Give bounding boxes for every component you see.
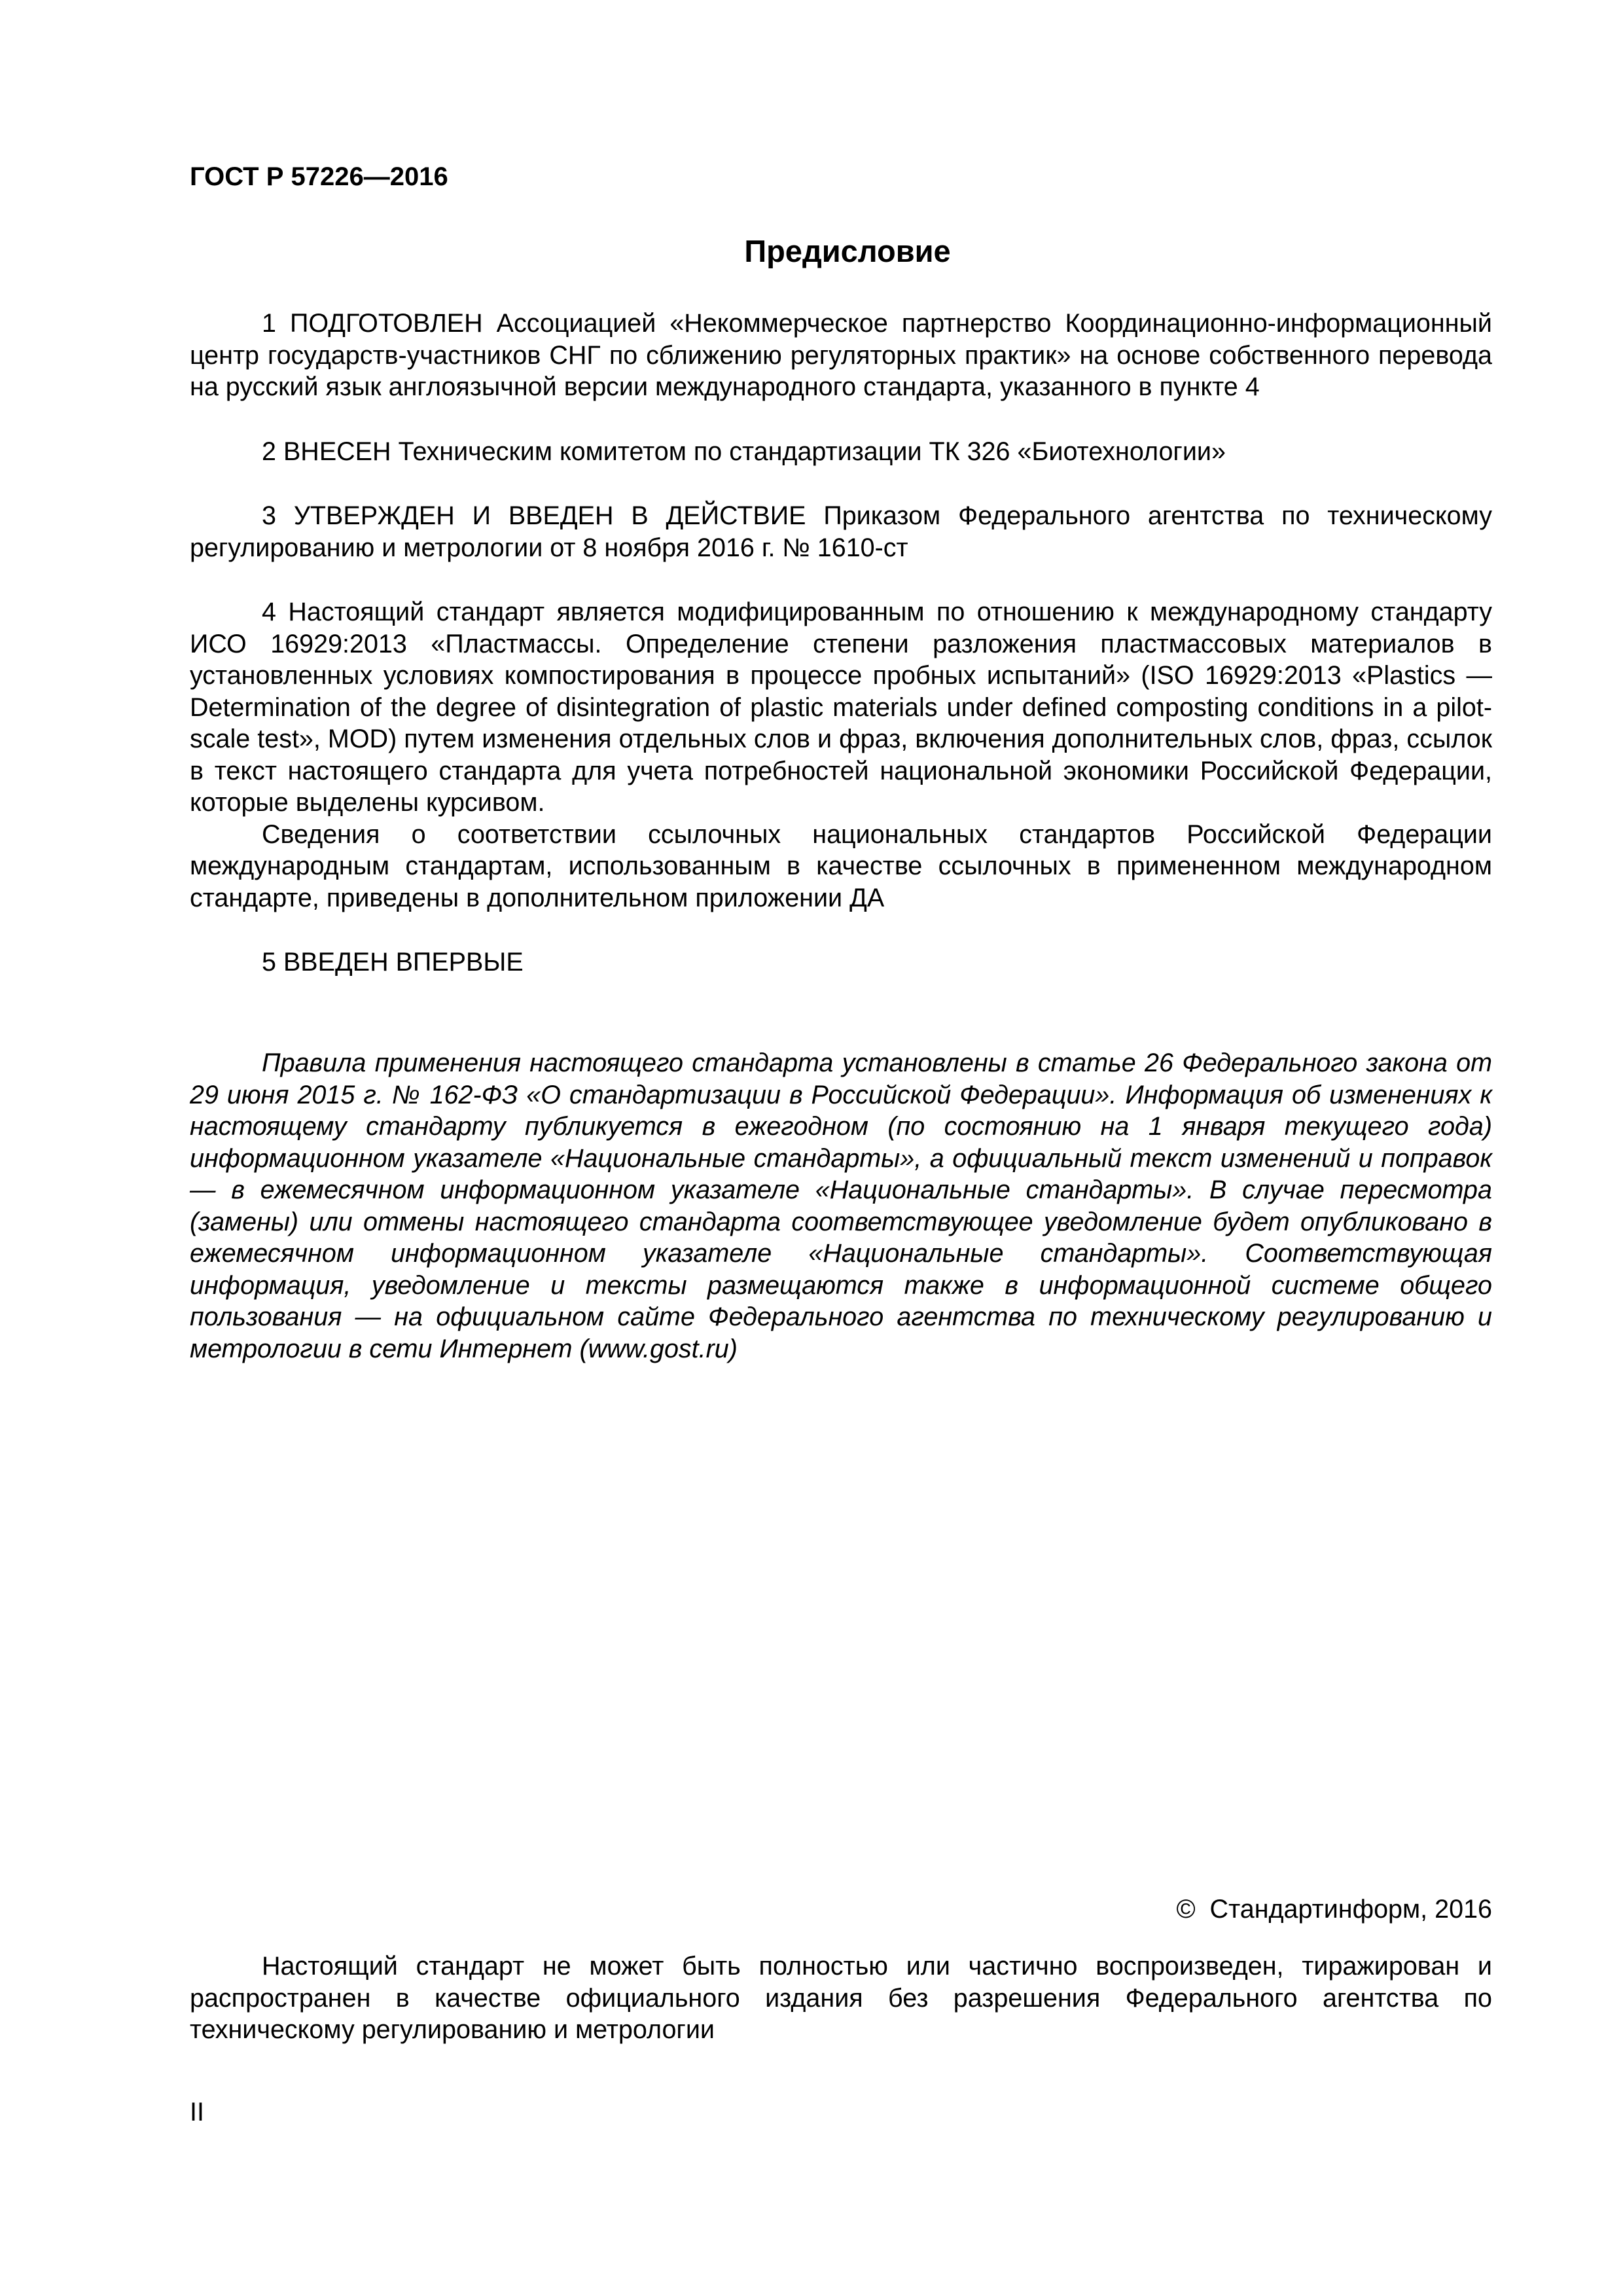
item-5-first-introduced: 5 ВВЕДЕН ВПЕРВЫЕ: [262, 948, 524, 977]
reproduction-notice: Настоящий стандарт не может быть полностью или частично воспроизведен, тиражирован и распространен в качестве официального издания без разрешения Федерального агентства по техническому регулированию и метрологии: [190, 1952, 1492, 2044]
page-title: Предисловие: [744, 234, 951, 268]
item-3-approved: 3 УТВЕРЖДЕН И ВВЕДЕН В ДЕЙСТВИЕ Приказом Федерального агентства по техническому регулированию и метрологии от 8 ноября 2016 г. № 1610-ст: [190, 501, 1492, 562]
copyright-symbol: ©: [1176, 1895, 1196, 1924]
item-1-prepared: 1 ПОДГОТОВЛЕН Ассоциацией «Некоммерческое партнерство Координационно-информационный центр государств-участников СНГ по сближению регуляторных практик» на основе собственного перевода на русский язык англоязычной версии международного стандарта, указанного в пункте 4: [190, 309, 1492, 401]
item-4-modification: 4 Настоящий стандарт является модифицированным по отношению к международному стандарту ИСО 16929:2013 «Пластмассы. Определение степени разложения пластмассовых материалов в установленных условиях компостирования в процессе пробных испытаний» (ISO 16929:2013 «Plastics — Determination of the degree of disintegration of plastic materials under defined composting conditions in a pilot-scale test», MOD) путем изменения отдельных слов и фраз, включения дополнительных слов, фраз, ссылок в текст настоящего стандарта для учета потребностей национальной экономики Российской Федерации, которые выделены курсивом.: [190, 598, 1492, 817]
copyright-line: [1176, 1895, 1492, 1924]
page-number: II: [190, 2098, 204, 2126]
item-2-introduced: 2 ВНЕСЕН Техническим комитетом по стандартизации ТК 326 «Биотехнологии»: [262, 437, 1226, 466]
preface-body: [190, 308, 1492, 978]
application-rules-notice: Правила применения настоящего стандарта установлены в статье 26 Федерального закона от 29 июня 2015 г. № 162-ФЗ «О стандартизации в Российской Федерации». Информация об изменениях к настоящему стандарту публикуется в ежегодном (по состоянию на 1 января текущего года) информационном указателе «Национальные стандарты», а официальный текст изменений и поправок — в ежемесячном информационном указателе «Национальные стандарты». В случае пересмотра (замены) или отмены настоящего стандарта соответствующее уведомление будет опубликовано в ежемесячном информационном указателе «Национальные стандарты». Соответствующая информация, уведомление и тексты размещаются также в информационной системе общего пользования — на официальном сайте Федерального агентства по техническому регулированию и метрологии в сети Интернет (www.gost.ru): [190, 1049, 1492, 1363]
copyright-text: Стандартинформ, 2016: [1209, 1895, 1492, 1924]
document-id: ГОСТ Р 57226—2016: [190, 162, 448, 191]
item-4-references-note: Сведения о соответствии ссылочных национальных стандартов Российской Федерации международным стандартам, использованным в качестве ссылочных в примененном международном стандарте, приведены в дополнительном приложении ДА: [190, 819, 1492, 912]
